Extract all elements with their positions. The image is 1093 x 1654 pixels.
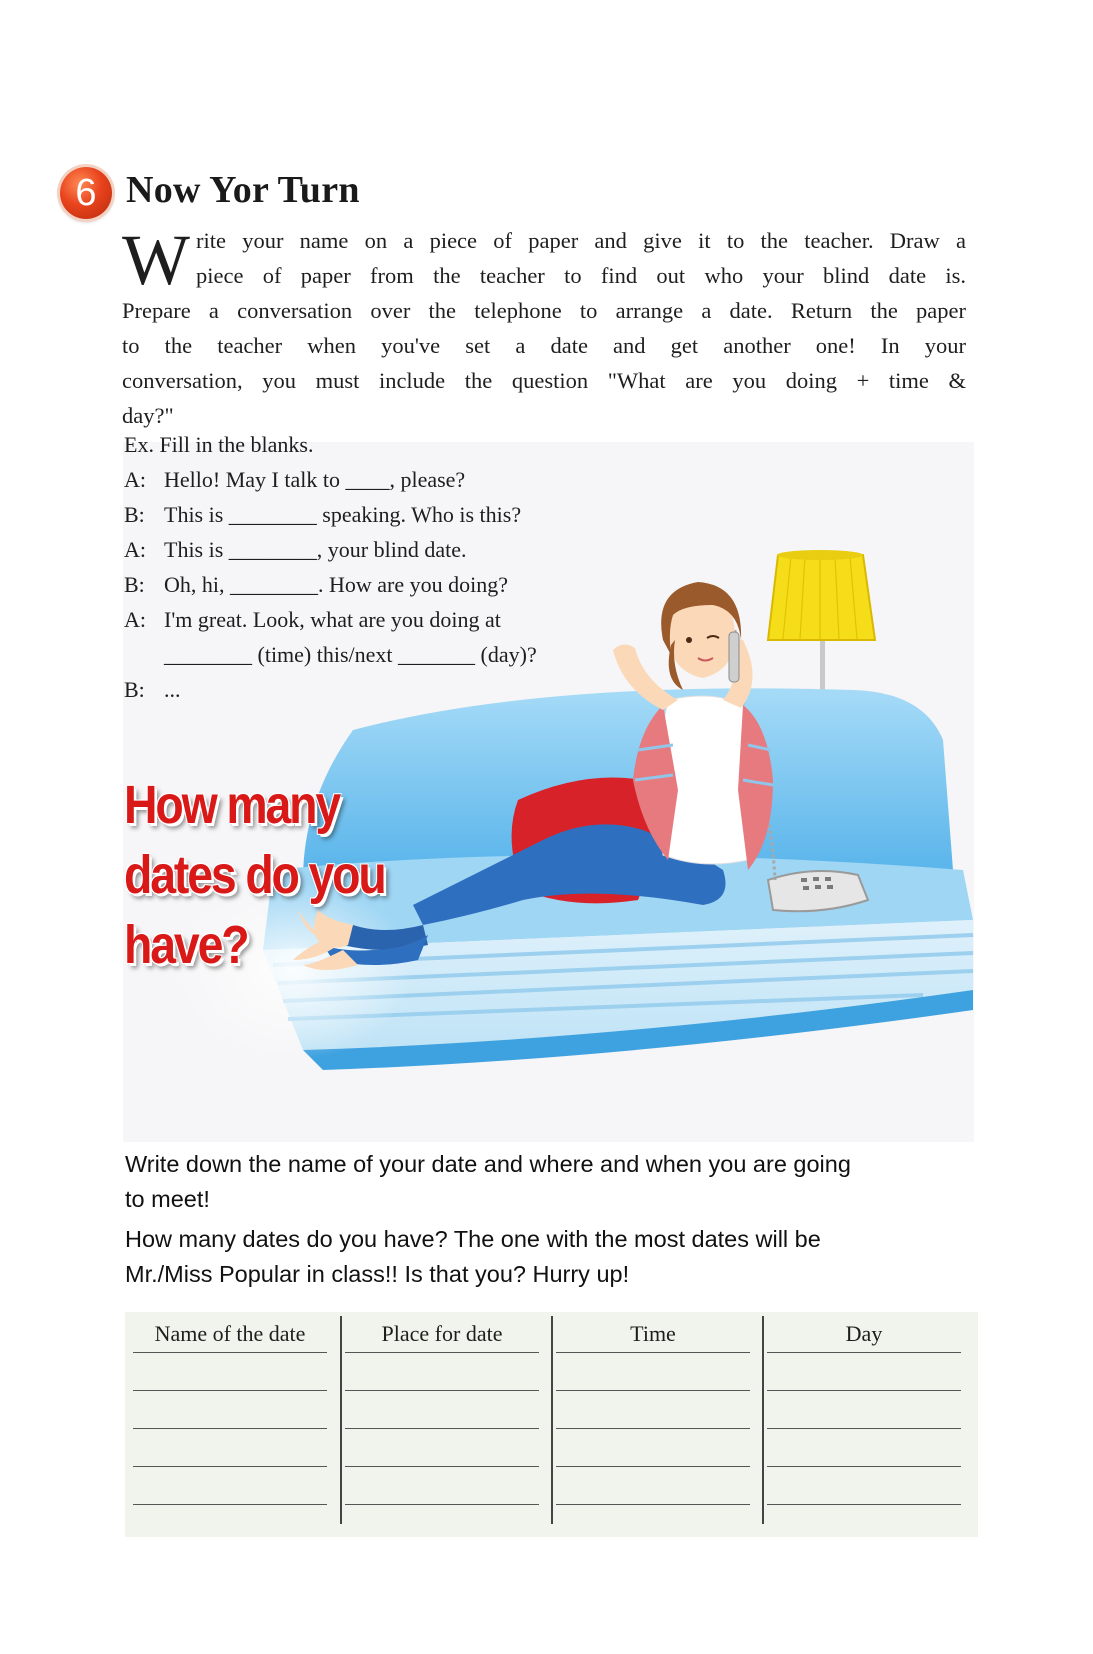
intro-line: day?" (122, 403, 174, 428)
table-header: Time (630, 1321, 676, 1346)
dates-table (125, 1312, 978, 1537)
dialogue-line (124, 672, 181, 707)
table-column-day (759, 1312, 969, 1542)
blank-line[interactable] (767, 1390, 961, 1428)
dialogue-text: Hello! May I talk to ____, please? (164, 467, 466, 492)
speaker-label: A: (124, 537, 146, 562)
speaker-label: B: (124, 677, 145, 702)
dialogue-text: Oh, hi, ________. How are you doing? (164, 572, 509, 597)
blank-line[interactable] (767, 1466, 961, 1504)
dialogue-line (124, 567, 508, 602)
speaker-label: B: (124, 502, 145, 527)
slogan (124, 770, 416, 980)
speaker-label: A: (124, 607, 146, 632)
blank-line[interactable] (556, 1390, 750, 1428)
blank-line[interactable] (133, 1352, 327, 1390)
blank-line[interactable] (345, 1466, 539, 1504)
dialogue-line (124, 532, 466, 567)
blank-line[interactable] (345, 1390, 539, 1428)
table-column-place (337, 1312, 547, 1542)
dialogue-line (124, 602, 501, 637)
blank-line[interactable] (556, 1428, 750, 1466)
intro-line: to the teacher when you've set a date and get another one! In your (122, 333, 966, 358)
dialogue-text: This is ________ speaking. Who is this? (164, 502, 522, 527)
table-header: Day (845, 1321, 883, 1346)
blank-line[interactable] (133, 1504, 327, 1542)
slogan-line: How many (124, 775, 340, 835)
intro-line: piece of paper from the teacher to find out who your blind date is. (196, 263, 966, 288)
dialogue-line (124, 462, 465, 497)
blank-line[interactable] (133, 1466, 327, 1504)
speaker-label: A: (124, 467, 146, 492)
table-column-time (548, 1312, 758, 1542)
dialogue-heading: Ex. Fill in the blanks. (124, 432, 314, 457)
instruction-line: to meet! (125, 1186, 210, 1212)
speaker-label: B: (124, 572, 145, 597)
blank-line[interactable] (345, 1352, 539, 1390)
blank-line[interactable] (133, 1390, 327, 1428)
dialogue-line (124, 497, 521, 532)
intro-line: rite your name on a piece of paper and give it to the teacher. Draw a (196, 228, 966, 253)
section-title: Now Yor Turn (126, 169, 360, 211)
blank-line[interactable] (767, 1504, 961, 1542)
intro-line: Prepare a conversation over the telephone to arrange a date. Return the paper (122, 298, 966, 323)
instruction-line: How many dates do you have? The one with the most dates will be (125, 1226, 821, 1252)
section-number-badge: 6 (60, 167, 112, 219)
blank-line[interactable] (345, 1428, 539, 1466)
blank-line[interactable] (556, 1466, 750, 1504)
slogan-line: have? (124, 915, 248, 975)
drop-cap: W (122, 220, 190, 300)
instruction-line: Mr./Miss Popular in class!! Is that you? Hurry up! (125, 1261, 630, 1287)
dialogue-text: This is ________, your blind date. (164, 537, 467, 562)
blank-line[interactable] (556, 1504, 750, 1542)
table-header: Place for date (381, 1321, 503, 1346)
table-header: Name of the date (154, 1321, 306, 1346)
dialogue-text: ... (164, 677, 181, 702)
dialogue-line (124, 637, 537, 672)
blank-line[interactable] (556, 1352, 750, 1390)
table-column-name (125, 1312, 335, 1542)
slogan-line: dates do you (124, 845, 385, 905)
blank-line[interactable] (133, 1428, 327, 1466)
dialogue-text: I'm great. Look, what are you doing at (164, 607, 501, 632)
blank-line[interactable] (345, 1504, 539, 1542)
instruction-line: Write down the name of your date and where and when you are going (125, 1151, 851, 1177)
intro-line: conversation, you must include the question "What are you doing + time & (122, 368, 966, 393)
dialogue-text: ________ (time) this/next _______ (day)? (164, 642, 537, 667)
blank-line[interactable] (767, 1428, 961, 1466)
blank-line[interactable] (767, 1352, 961, 1390)
